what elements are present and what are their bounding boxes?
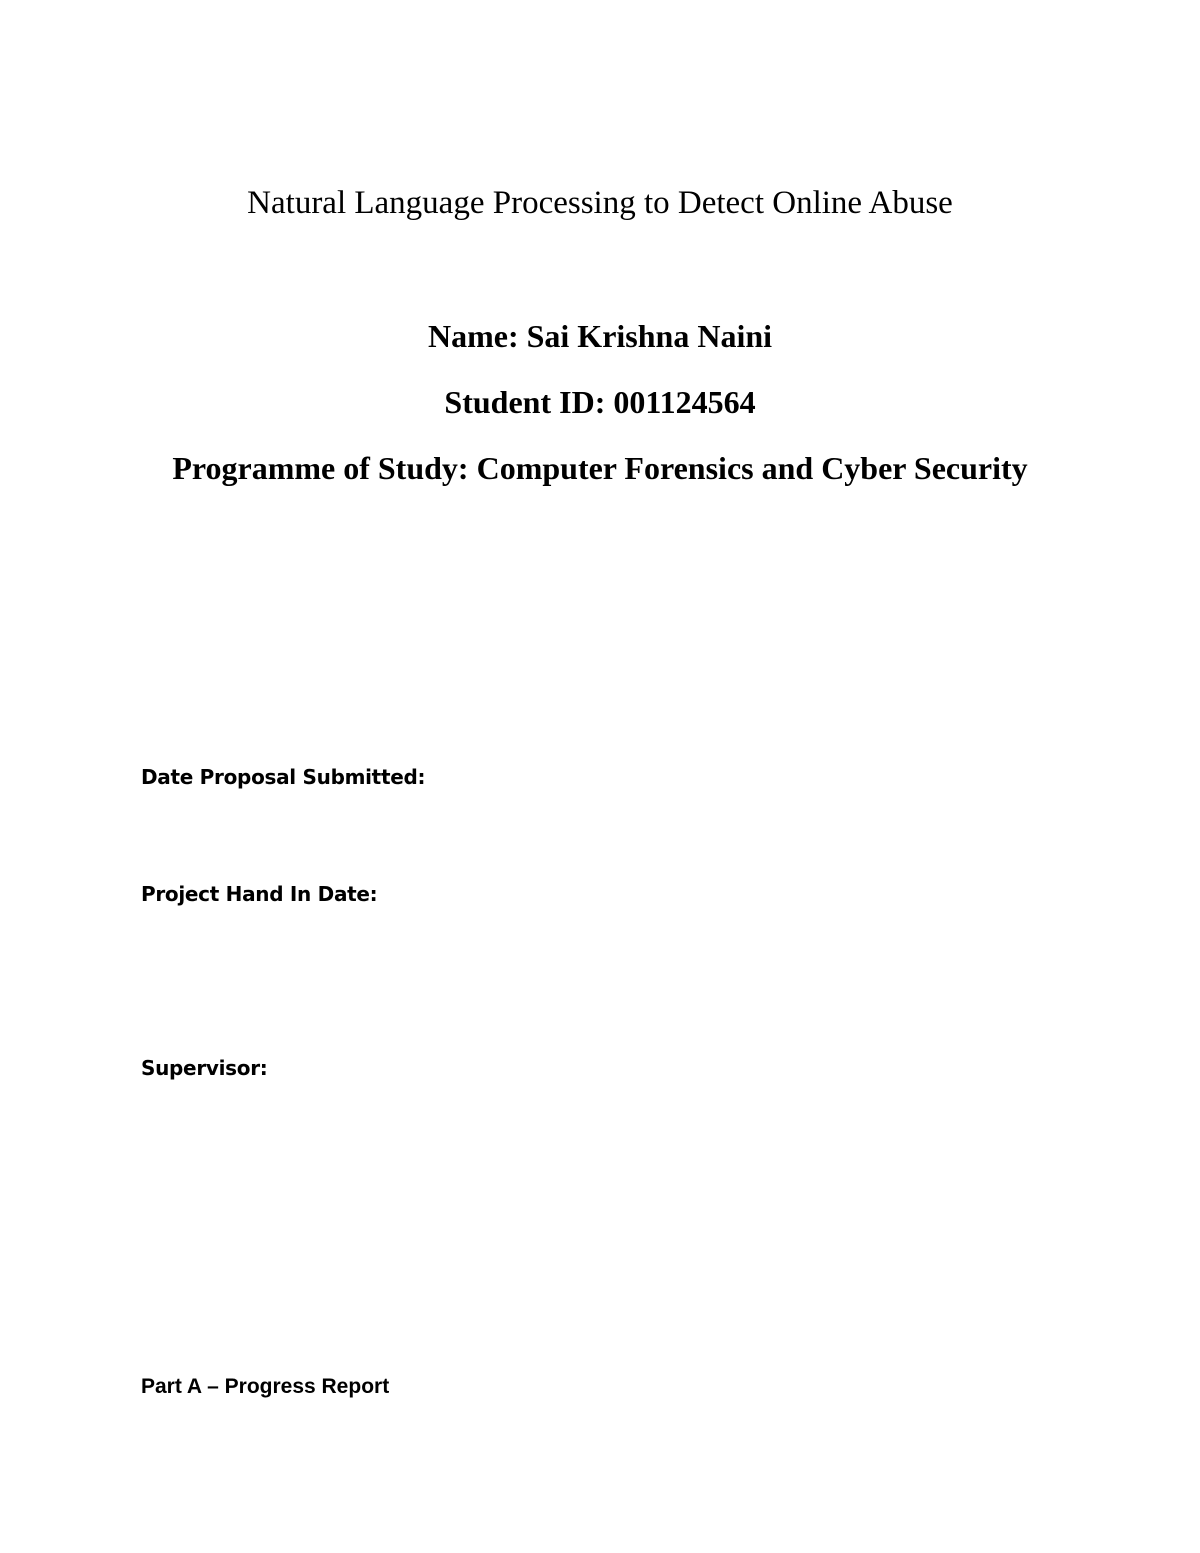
part-a-heading: Part A – Progress Report bbox=[141, 1375, 390, 1398]
programme-of-study: Programme of Study: Computer Forensics and Cyber Security bbox=[172, 450, 1028, 486]
project-hand-in-date-label: Project Hand In Date: bbox=[141, 882, 378, 906]
document-title: Natural Language Processing to Detect Online Abuse bbox=[247, 185, 953, 221]
student-name: Name: Sai Krishna Naini bbox=[427, 318, 773, 354]
supervisor-label: Supervisor: bbox=[141, 1056, 268, 1080]
student-id: Student ID: 001124564 bbox=[444, 384, 756, 420]
date-proposal-submitted-label: Date Proposal Submitted: bbox=[141, 765, 426, 789]
